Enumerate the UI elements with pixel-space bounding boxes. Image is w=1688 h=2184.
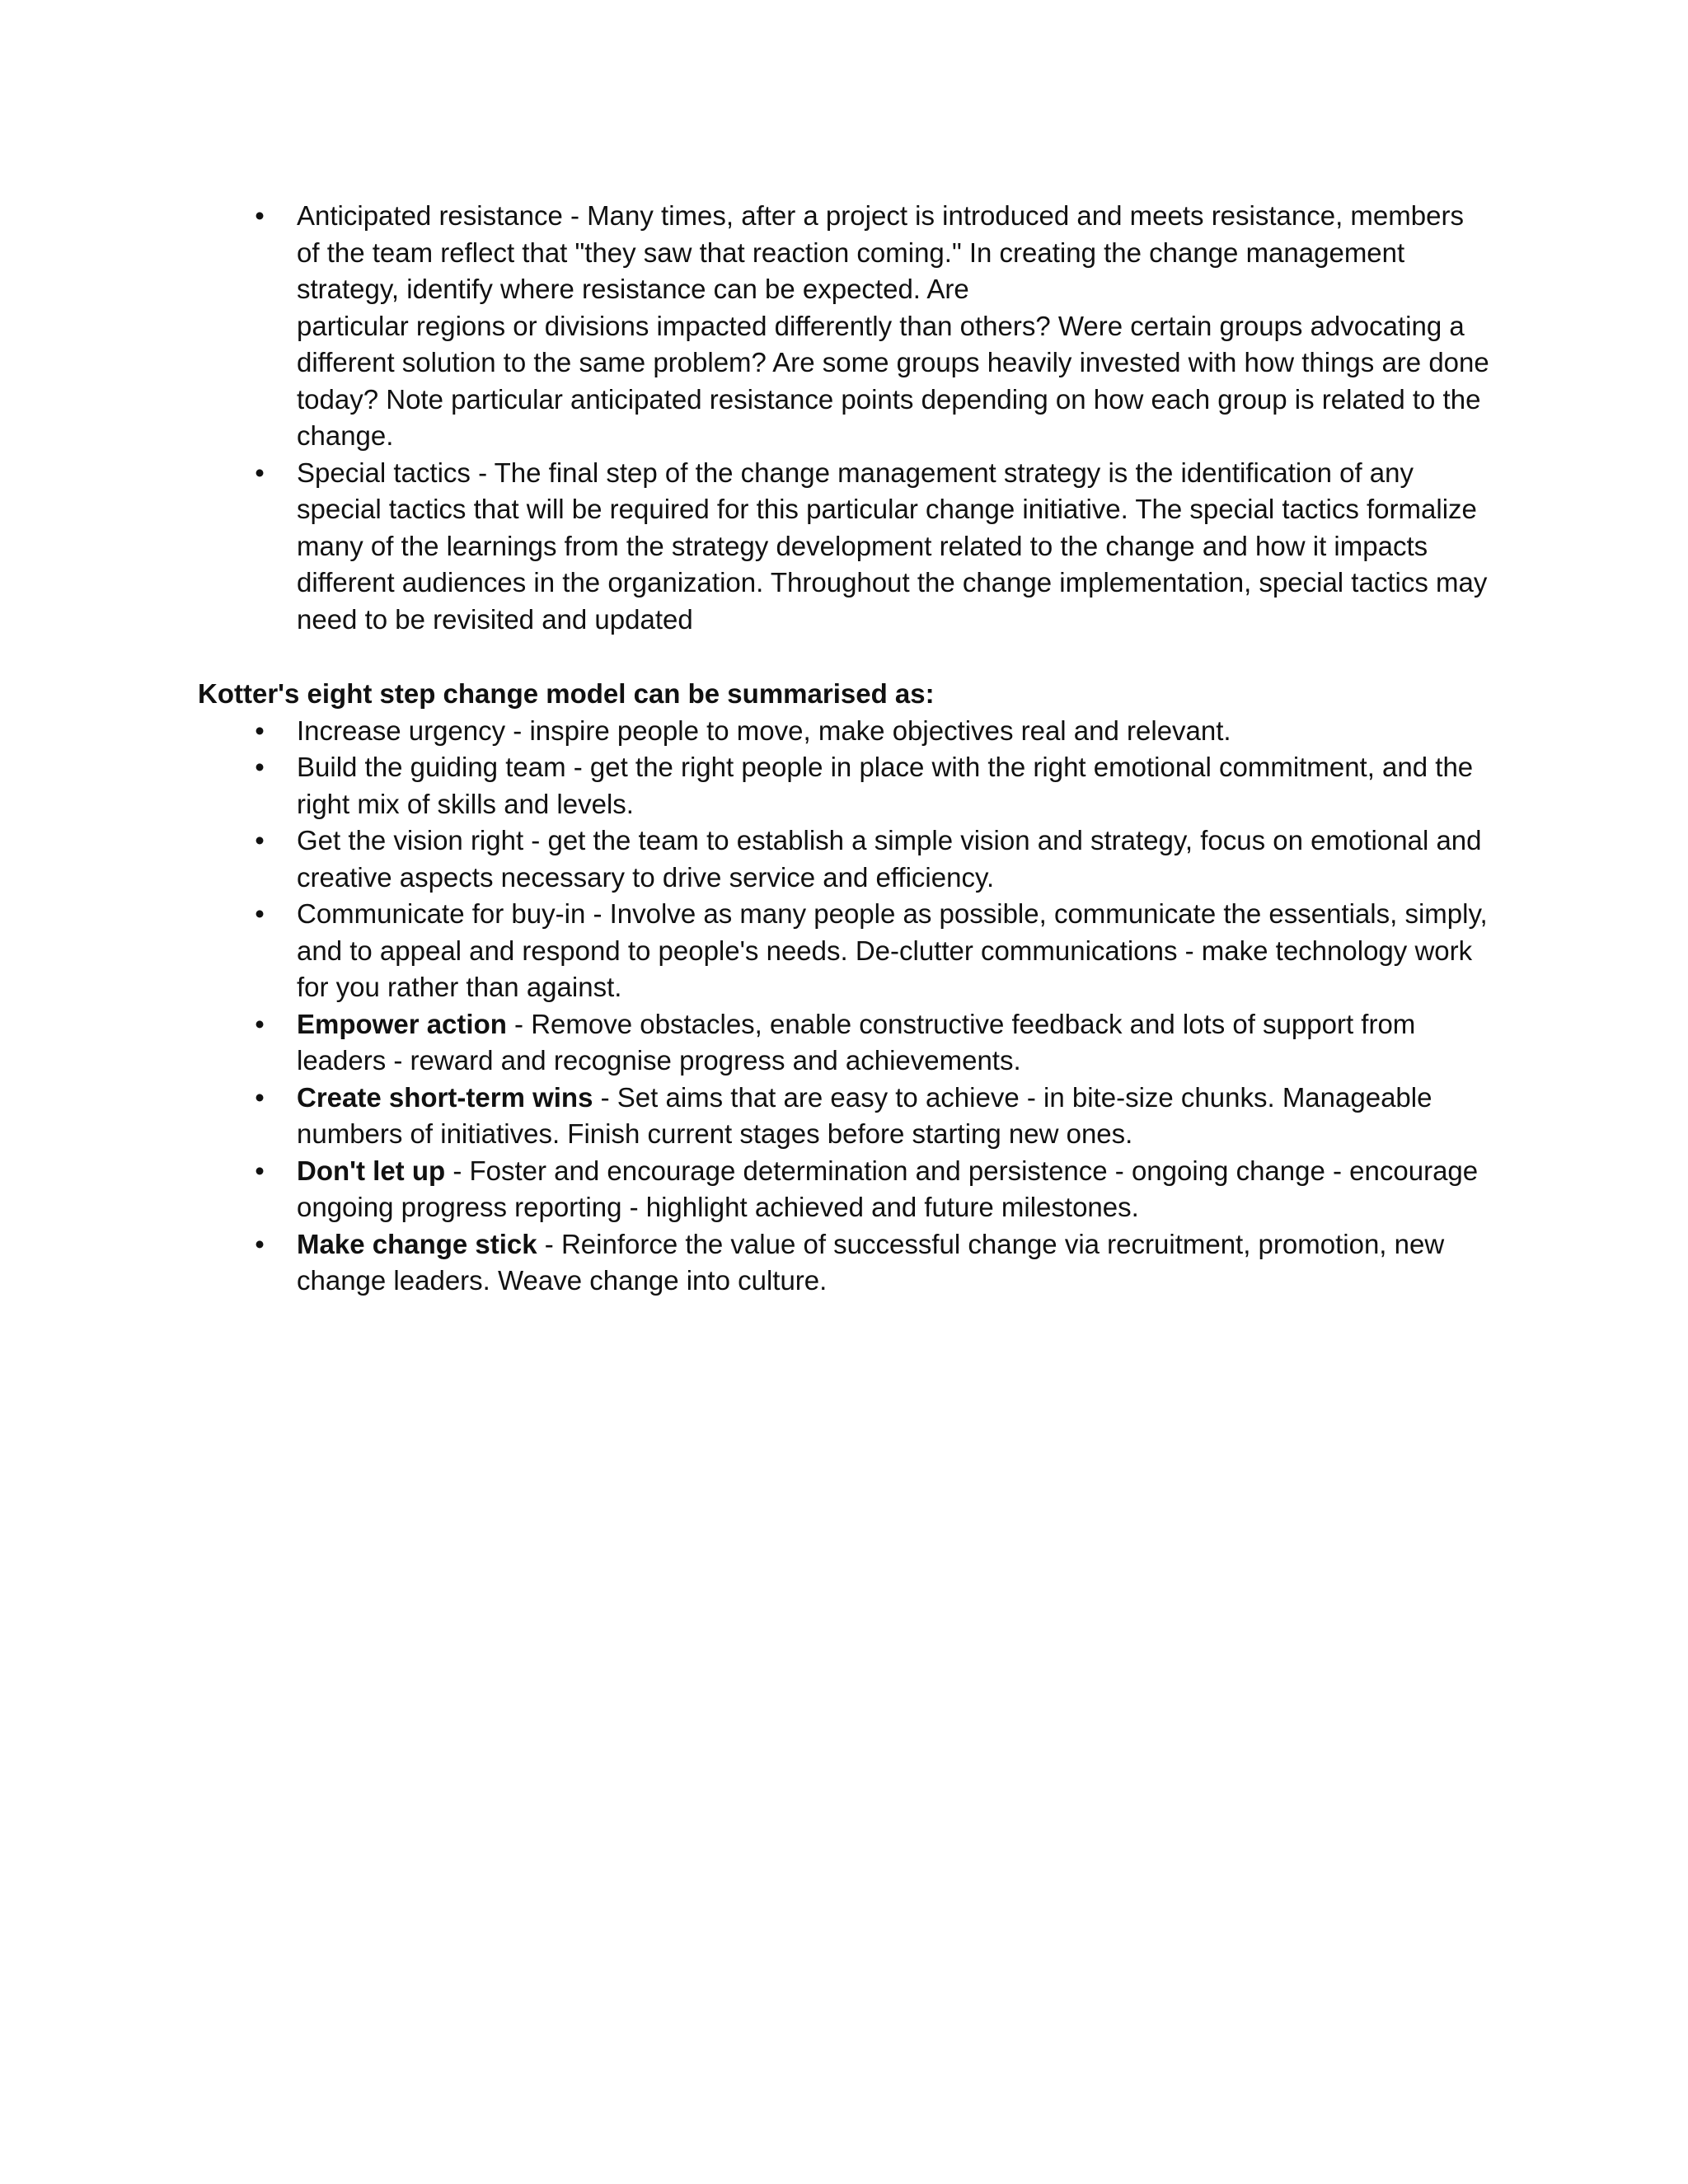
list-item-bold: Empower action — [297, 1008, 507, 1039]
list-item-bold: Make change stick — [297, 1228, 537, 1259]
bullet-icon: • — [255, 1008, 265, 1039]
list-item-text: - Remove obstacles, enable constructive feedback and lots of support from leaders - reward and recognise progress and achievements. — [297, 1008, 1416, 1076]
list-item-anticipated-resistance — [255, 198, 1493, 455]
list-item — [255, 1153, 1493, 1226]
bullet-icon: • — [255, 752, 265, 782]
list-item-text: - Reinforce the value of successful change via recruitment, promotion, new change leaders. Weave change into culture. — [297, 1228, 1445, 1296]
list-item — [255, 1226, 1493, 1300]
list-item-text: - Foster and encourage determination and persistence - ongoing change - encourage ongoing progress reporting - highlight achieved and future milestones. — [297, 1155, 1479, 1222]
kotter-bullet-list — [198, 713, 1517, 1300]
bullet-icon: • — [255, 1228, 265, 1259]
document-content — [198, 198, 1517, 1300]
bullet-icon: • — [255, 715, 265, 746]
list-item — [255, 713, 1493, 750]
list-item-text: Build the guiding team - get the right people in place with the right emotional commitment, and the right mix of skills and levels. — [297, 752, 1474, 819]
list-item — [255, 823, 1493, 896]
list-item-text: Get the vision right - get the team to establish a simple vision and strategy, focus on emotional and creative aspects necessary to drive service and efficiency. — [297, 825, 1482, 893]
list-item-text: Anticipated resistance - Many times, after a project is introduced and meets resistance, members of the team reflect that "they saw that reaction coming." In creating the change management strategy, identify where resistance can be expected. Are — [297, 200, 1464, 304]
strategy-bullet-list — [198, 198, 1517, 638]
list-item-text: particular regions or divisions impacted differently than others? Were certain groups advocating a different solution to the same problem? Are some groups heavily invested with how things are done today? Note particular anticipated resistance points depending on how each group is related to the change. — [297, 310, 1489, 451]
bullet-icon: • — [255, 457, 265, 488]
kotter-heading: Kotter's eight step change model can be summarised as: — [198, 678, 935, 709]
list-item-text: - Set aims that are easy to achieve - in bite-size chunks. Manageable numbers of initiatives. Finish current stages before starting new ones. — [297, 1081, 1432, 1149]
list-item — [255, 1006, 1493, 1080]
bullet-icon: • — [255, 898, 265, 929]
bullet-icon: • — [255, 1155, 265, 1186]
list-item — [255, 749, 1493, 823]
bullet-icon: • — [255, 825, 265, 855]
list-item-text: Special tactics - The final step of the change management strategy is the identification of any special tactics that will be required for this particular change initiative. The special tactics formalize many of the learnings from the strategy development related to the change and how it impacts different audiences in the organization. Throughout the change implementation, special tactics may need to be revisited and updated — [297, 457, 1488, 635]
bullet-icon: • — [255, 1081, 265, 1113]
list-item-bold: Don't let up — [297, 1155, 446, 1186]
bullet-icon: • — [255, 200, 265, 231]
list-item-text: Increase urgency - inspire people to move, make objectives real and relevant. — [297, 715, 1231, 746]
list-item-text: Communicate for buy-in - Involve as many people as possible, communicate the essentials, simply, and to appeal and respond to people's needs. De-clutter communications - make technology work for you rather than against. — [297, 898, 1488, 1002]
list-item — [255, 1080, 1493, 1153]
list-item — [255, 896, 1493, 1006]
list-item-special-tactics — [255, 455, 1493, 639]
list-item-bold: Create short-term wins — [297, 1081, 593, 1113]
